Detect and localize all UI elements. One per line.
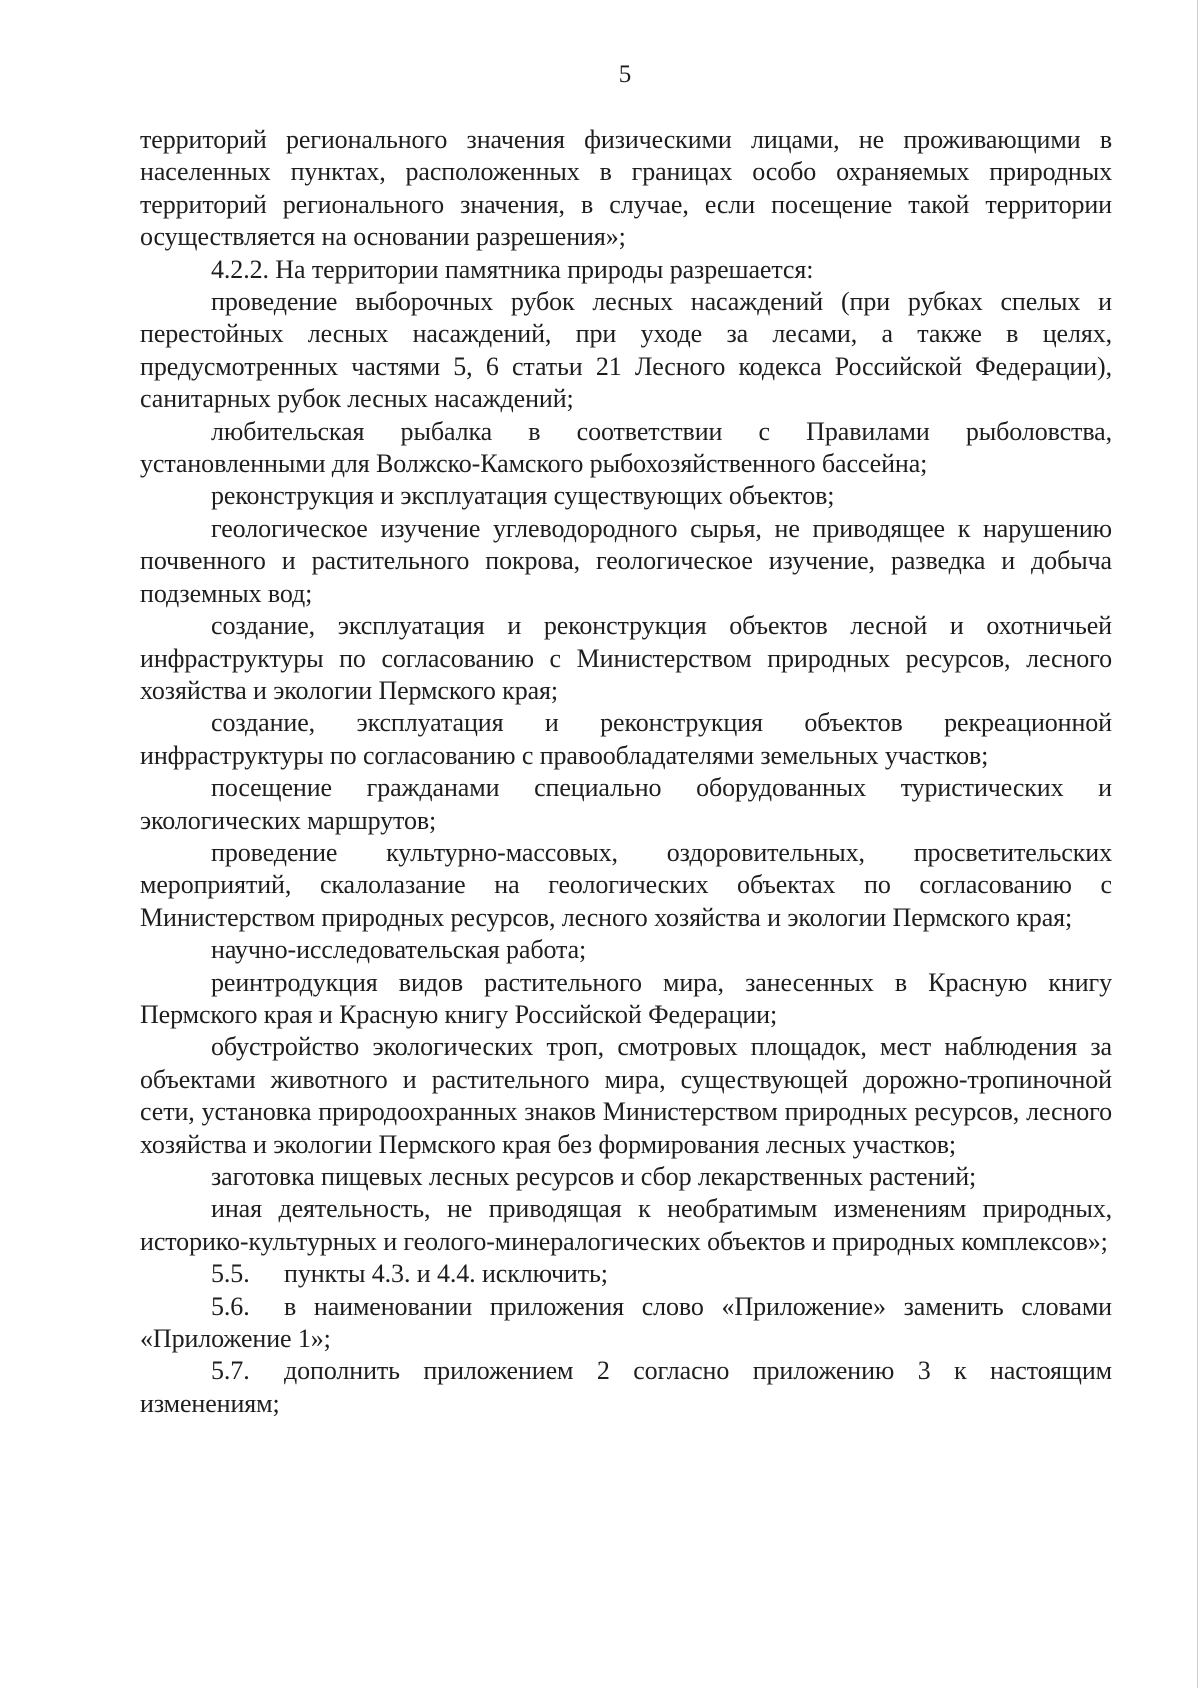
paragraph-item: посещение гражданами специально оборудованных туристических и экологических маршрутов; bbox=[140, 773, 1112, 835]
item-number: 5.6. bbox=[211, 1291, 250, 1321]
paragraph-continuation: территорий регионального значения физическими лицами, не проживающими в населенных пунктах, расположенных в границах особо охраняемых природных территорий регионального значения, в случае, если посещение такой территории осуществляется на основании разрешения»; bbox=[140, 125, 1112, 252]
paragraph-item: реинтродукция видов растительного мира, занесенных в Красную книгу Пермского края и Красную книгу Российской Федерации; bbox=[140, 967, 1112, 1029]
paragraph-item: реконструкция и эксплуатация существующих объектов; bbox=[211, 481, 835, 511]
paragraph-item: геологическое изучение углеводородного сырья, не приводящее к нарушению почвенного и растительного покрова, геологическое изучение, разведка и добыча подземных вод; bbox=[140, 513, 1112, 608]
paragraph-item: проведение культурно-массовых, оздоровительных, просветительских мероприятий, скалолазание на геологических объектах по согласованию с Министерством природных ресурсов, лесного хозяйства и экологии Пермского края; bbox=[140, 837, 1112, 932]
paragraph-item: научно-исследовательская работа; bbox=[211, 935, 587, 965]
item-number: 5.7. bbox=[211, 1356, 250, 1386]
paragraph-section-heading: 4.2.2. На территории памятника природы разрешается: bbox=[211, 254, 814, 284]
scan-edge-line bbox=[1197, 0, 1198, 1688]
item-text: в наименовании приложения слово «Приложение» заменить словами «Приложение 1»; bbox=[140, 1291, 1112, 1354]
paragraph-item: любительская рыбалка в соответствии с Правилами рыболовства, установленными для Волжско-Камского рыбохозяйственного бассейна; bbox=[140, 416, 1112, 479]
paragraph-item: иная деятельность, не приводящая к необратимым изменениям природных, историко-культурных и геолого-минералогических объектов и природных комплексов»; bbox=[140, 1194, 1112, 1256]
paragraph-item: обустройство экологических троп, смотровых площадок, мест наблюдения за объектами животного и растительного мира, существующей дорожно-тропиночной сети, установка природоохранных знаков Министерством природных ресурсов, лесного хозяйства и экологии Пермского края без формирования лесных участков; bbox=[140, 1032, 1112, 1159]
item-number: 5.5. bbox=[211, 1259, 250, 1289]
document-body bbox=[140, 124, 1112, 1420]
item-text: пункты 4.3. и 4.4. исключить; bbox=[284, 1259, 608, 1289]
numbered-item bbox=[140, 1258, 1112, 1290]
numbered-item bbox=[140, 1291, 1112, 1356]
paragraph-item: создание, эксплуатация и реконструкция объектов лесной и охотничьей инфраструктуры по согласованию с Министерством природных ресурсов, лесного хозяйства и экологии Пермского края; bbox=[140, 611, 1112, 705]
page-number: 5 bbox=[618, 61, 632, 88]
paragraph-item: создание, эксплуатация и реконструкция объектов рекреационной инфраструктуры по согласованию с правообладателями земельных участков; bbox=[140, 708, 1112, 770]
paragraph-item: заготовка пищевых лесных ресурсов и сбор лекарственных растений; bbox=[211, 1162, 977, 1191]
numbered-item bbox=[140, 1355, 1112, 1420]
paragraph-item: проведение выборочных рубок лесных насаждений (при рубках спелых и перестойных лесных насаждений, при уходе за лесами, а также в целях, предусмотренных частями 5, 6 статьи 21 Лесного кодекса Российской Федерации), санитарных рубок лесных насаждений; bbox=[140, 287, 1112, 414]
item-text: дополнить приложением 2 согласно приложению 3 к настоящим изменениям; bbox=[140, 1356, 1112, 1418]
